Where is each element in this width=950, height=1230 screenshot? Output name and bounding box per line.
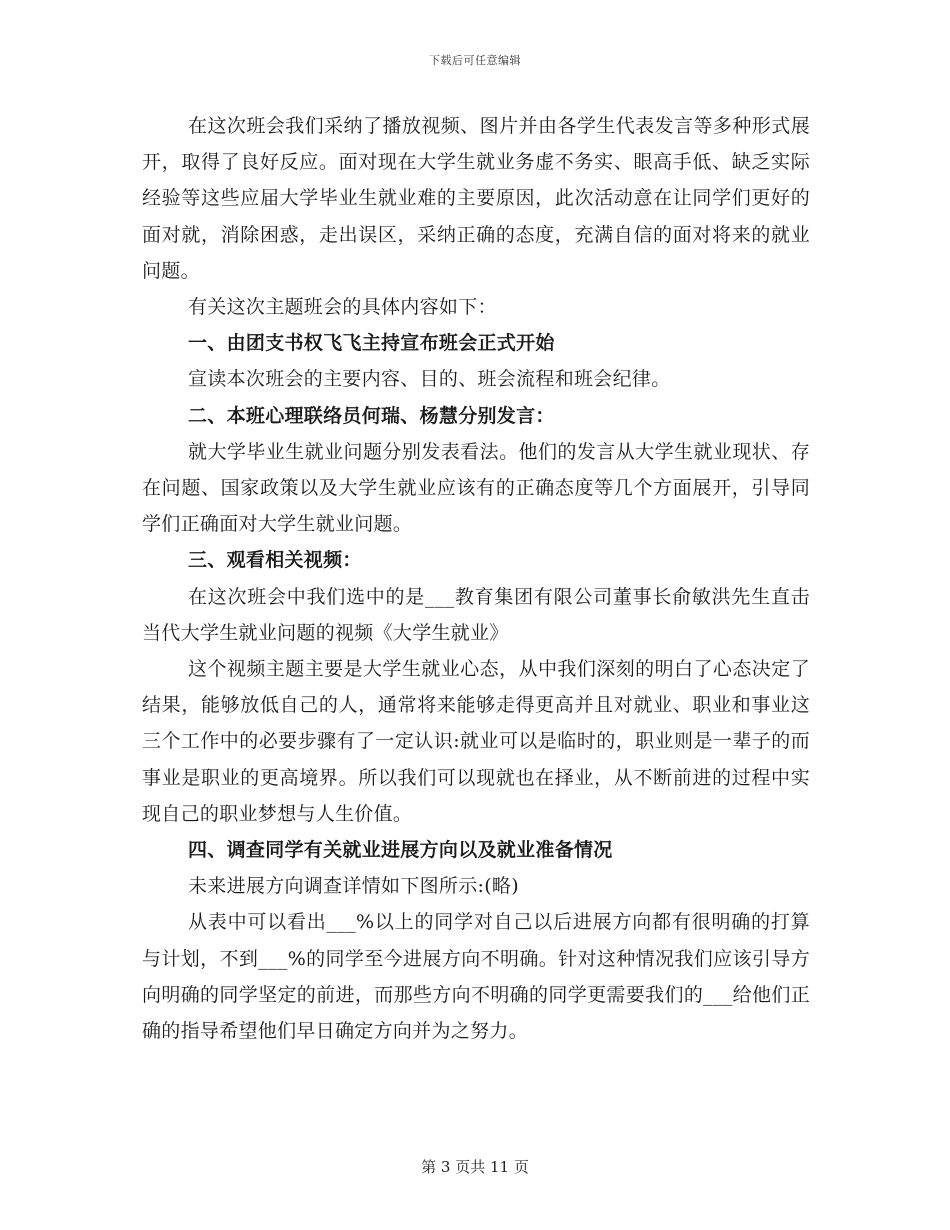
paragraph-contents-intro: 有关这次主题班会的具体内容如下： [188,296,497,319]
section-heading-3: 三、观看相关视频： [188,549,362,572]
paragraph-section-3a: 在这次班会中我们选中的是___教育集团有限公司董事长俞敏洪先生直击当代大学生就业问题的视频《大学生就业》 [142,585,810,644]
paragraph-section-4a: 未来进展方向调查详情如下图所示:(略) [188,875,519,898]
paragraph-section-3b: 这个视频主题主要是大学生就业心态，从中我们深刻的明白了心态决定了结果，能够放低自己的人，通常将来能够走得更高并且对就业、职业和事业这三个工作中的必要步骤有了一定认识:就业可以是临时的，职业则是一辈子的而事业是职业的更高境界。所以我们可以现就也在择业，从不断前进的过程中实现自己的职业梦想与人生价值。 [142,658,810,825]
paragraph-section-1: 宣读本次班会的主要内容、目的、班会流程和班会纪律。 [188,368,671,391]
section-heading-4: 四、调查同学有关就业进展方向以及就业准备情况 [188,839,613,862]
paragraph-intro: 在这次班会我们采纳了播放视频、图片并由各学生代表发言等多种形式展开，取得了良好反应。面对现在大学生就业务虚不务实、眼高手低、缺乏实际经验等这些应届大学毕业生就业难的主要原因，此次活动意在让同学们更好的面对就，消除困惑，走出误区，采纳正确的态度，充满自信的面对将来的就业问题。 [142,115,810,282]
section-heading-2: 二、本班心理联络员何瑞、杨慧分别发言： [188,404,555,427]
section-heading-1: 一、由团支书权飞飞主持宣布班会正式开始 [188,332,555,355]
document-body [142,108,810,1049]
paragraph-section-2: 就大学毕业生就业问题分别发表看法。他们的发言从大学生就业现状、存在问题、国家政策以及大学生就业应该有的正确态度等几个方面展开，引导同学们正确面对大学生就业问题。 [142,440,810,536]
page-header: 下载后可任意编辑 [429,54,521,67]
page-number: 第 3 页共 11 页 [421,1158,529,1176]
paragraph-section-4b: 从表中可以看出___%以上的同学对自己以后进展方向都有很明确的打算与计划，不到___%的同学至今进展方向不明确。针对这种情况我们应该引导方向明确的同学坚定的前进，而那些方向不明确的同学更需要我们的___给他们正确的指导希望他们早日确定方向并为之努力。 [142,911,810,1043]
